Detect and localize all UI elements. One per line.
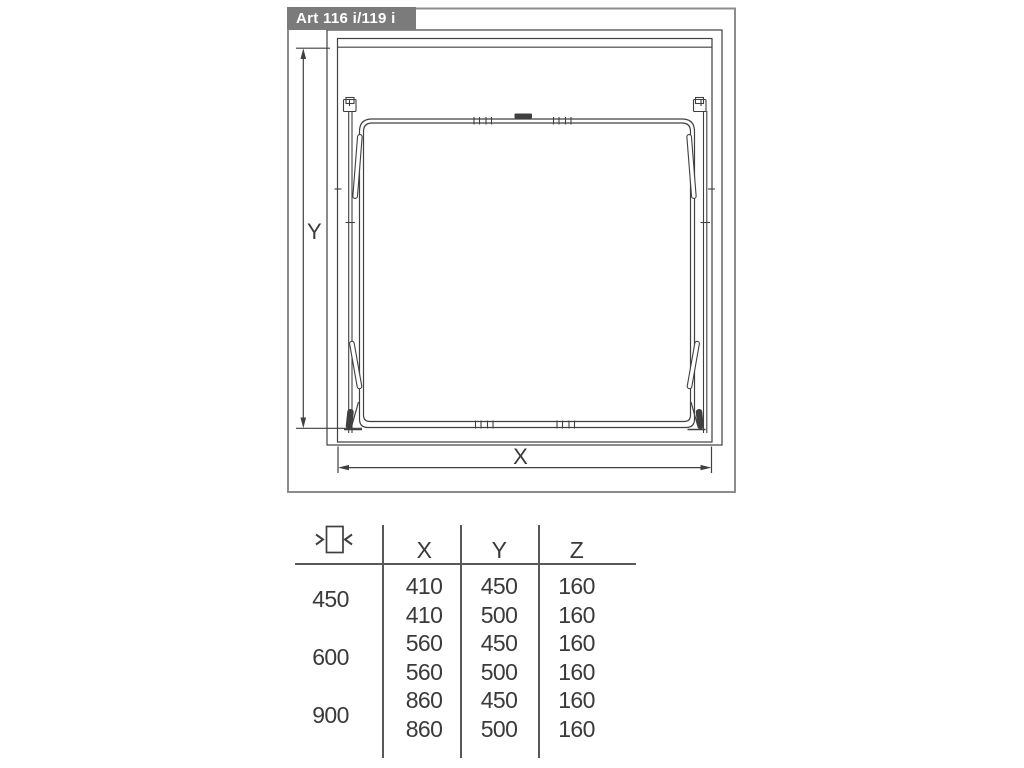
table-divider-1	[382, 525, 384, 758]
table-cell: 500	[480, 715, 518, 742]
table-cell: 450	[480, 630, 518, 656]
top-right-mount-bracket	[694, 98, 707, 112]
dimensions-table	[295, 518, 636, 763]
table-divider-3	[538, 525, 540, 758]
table-cell: 860	[405, 715, 443, 742]
col-header-z: Z	[569, 537, 584, 563]
table-cell: 160	[558, 573, 595, 599]
x-dimension-label: X	[513, 444, 528, 469]
table-cell: 450	[480, 573, 518, 599]
right-lower-latch-arm	[687, 341, 700, 389]
table-cell: 450	[480, 687, 518, 713]
x-dimension	[338, 444, 712, 473]
table-cell: 560	[405, 630, 443, 656]
table-cell: 410	[405, 573, 443, 599]
table-cell: 160	[558, 715, 595, 742]
figure-border	[288, 9, 735, 493]
table-cell: 160	[558, 601, 595, 628]
technical-drawing	[286, 6, 738, 495]
col-header-y: Y	[491, 537, 507, 563]
table-cell: 860	[405, 687, 443, 713]
cabinet-inner-outline	[338, 39, 713, 443]
left-lower-latch-arm	[349, 341, 362, 389]
table-cell: 500	[480, 658, 518, 685]
cabinet-box-icon	[327, 527, 344, 553]
center-handle-tab	[515, 114, 533, 119]
left-upper-latch-arm	[353, 134, 363, 198]
table-cell: 160	[558, 658, 595, 685]
table-cell: 410	[405, 601, 443, 628]
pullout-frame-outer	[360, 119, 695, 428]
table-cell: 160	[558, 687, 595, 713]
table-cell: 160	[558, 630, 595, 656]
table-divider-2	[460, 525, 462, 758]
table-header-rule	[295, 563, 636, 565]
top-left-mount-bracket	[344, 98, 357, 112]
inward-arrow-right-icon	[345, 535, 352, 545]
title-bar: Art 116 i/119 i	[287, 7, 416, 30]
right-rail	[701, 111, 716, 433]
cabinet-width-900: 900	[312, 701, 349, 728]
cabinet-width-600: 600	[312, 644, 349, 670]
table-cell: 500	[480, 601, 518, 628]
pullout-frame-inner	[364, 123, 691, 422]
cabinet-outer-outline	[327, 30, 722, 445]
col-header-x: X	[416, 537, 432, 563]
cabinet-width-450: 450	[312, 586, 349, 612]
table-cell: 560	[405, 658, 443, 685]
inward-arrow-left-icon	[316, 535, 323, 545]
y-dimension-label: Y	[307, 219, 322, 244]
cabinet-width-icon	[311, 522, 357, 560]
